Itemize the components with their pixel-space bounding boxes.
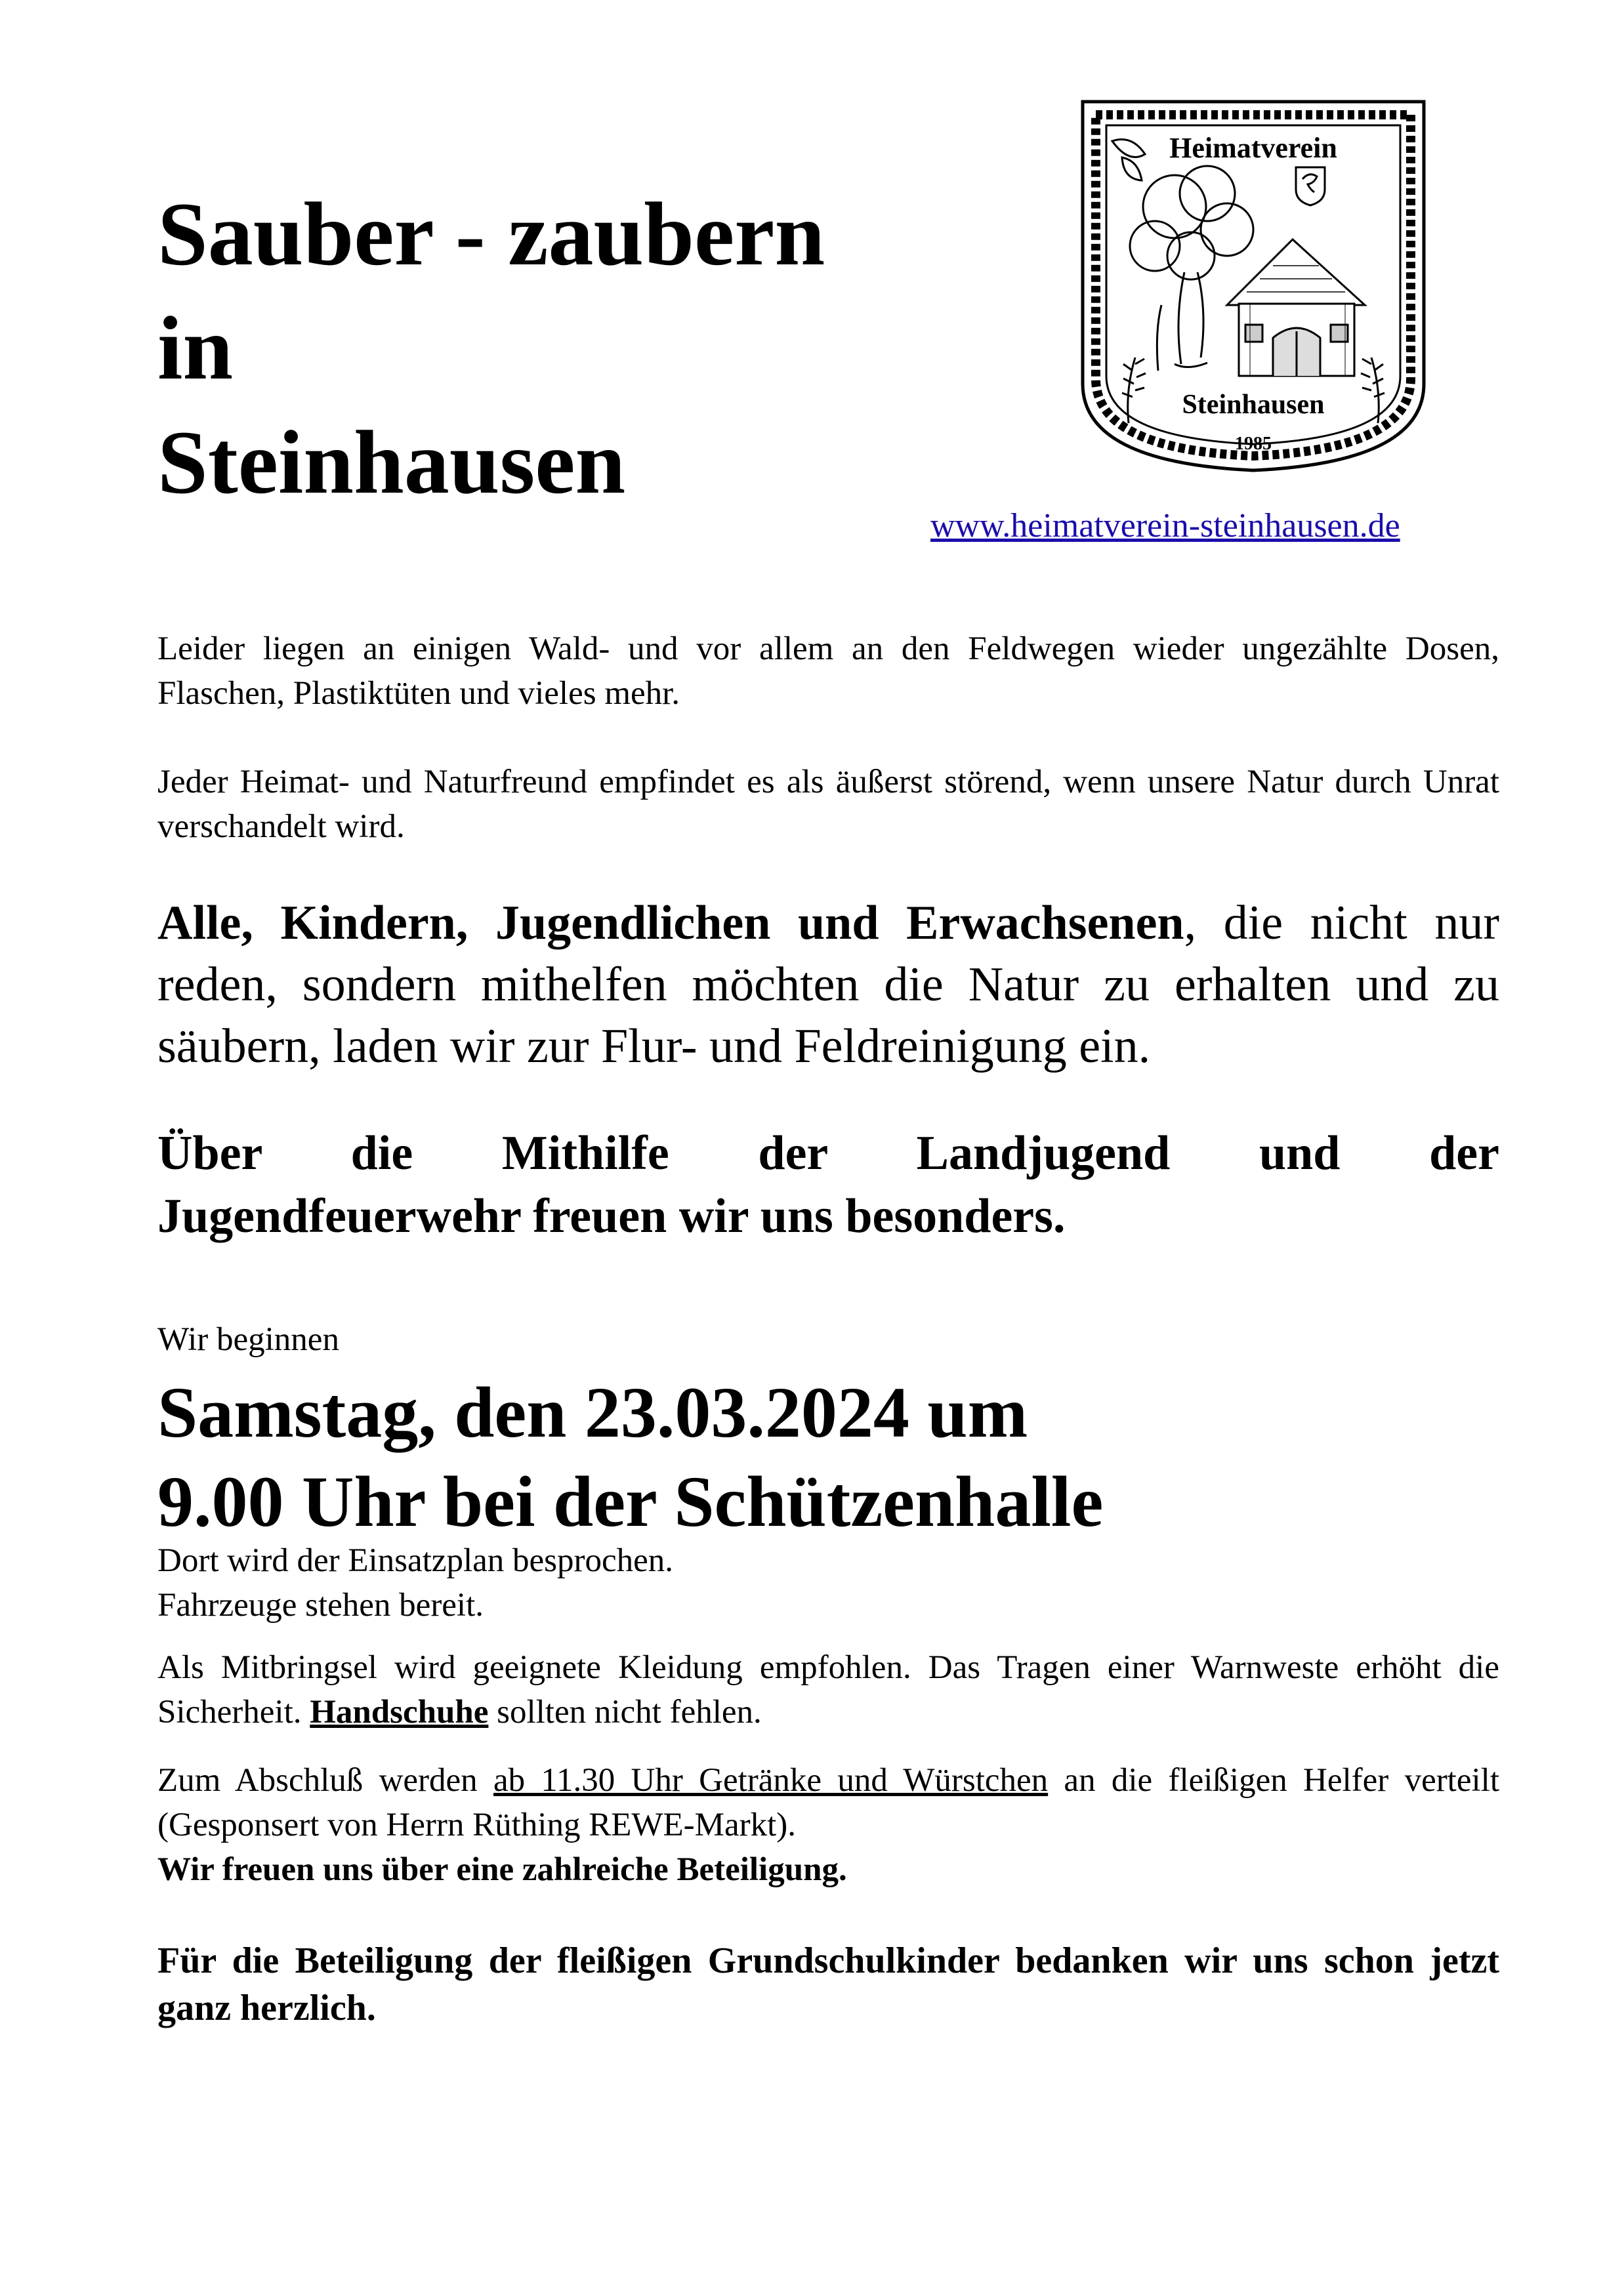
start-intro: Wir beginnen (157, 1321, 339, 1358)
clothing-text-end: sollten nicht fehlen. (488, 1694, 762, 1731)
event-datetime (157, 1368, 1499, 1546)
website-link[interactable]: www.heimatverein-steinhausen.de (930, 507, 1400, 544)
youth-thanks (157, 1122, 1499, 1248)
start-note-1: Dort wird der Einsatzplan besprochen. (157, 1542, 673, 1579)
heimatverein-logo (1076, 95, 1430, 476)
page-title (157, 177, 825, 520)
start-note-2: Fahrzeuge stehen bereit. (157, 1587, 484, 1624)
paragraph-nature: Jeder Heimat- und Naturfreund empfindet es als äußerst störend, wenn unsere Natur durch Unrat verschandelt wird. (157, 764, 1499, 845)
refreshments-note: ab 11.30 Uhr Getränke und Würstchen (493, 1762, 1049, 1799)
clothing-text: Als Mitbringsel wird geeignete Kleidung empfohlen. Das Tragen einer Warnweste erhöht die Sicherheit. (157, 1649, 1499, 1731)
closing-section (157, 1758, 1499, 1892)
invitation-bold: Alle, Kindern, Jugendlichen und Erwachsenen (157, 896, 1184, 950)
closing-text: Zum Abschluß werden (157, 1762, 493, 1799)
event-date: Samstag, den 23.03.2024 um (157, 1372, 1028, 1452)
invitation-rest: , die nicht nur reden, sondern mithelfen möchten die Natur zu erhalten und zu säubern, laden wir zur Flur- und Feldreinigung ein. (157, 896, 1500, 1073)
event-time-location: 9.00 Uhr bei der Schützenhalle (157, 1462, 1104, 1542)
title-line-1: Sauber - zaubern (157, 184, 825, 284)
youth-thanks-line-2: Jugendfeuerwehr freuen wir uns besonders. (157, 1189, 1066, 1243)
clothing-paragraph (157, 1645, 1499, 1734)
closing-text-end: an die fleißigen Helfer verteilt (Gesponsert von Herrn Rüthing REWE-Markt). (157, 1762, 1499, 1843)
logo-year: 1985 (1235, 434, 1272, 454)
gloves-emphasis: Handschuhe (310, 1694, 489, 1731)
logo-top-text: Heimatverein (1169, 132, 1337, 164)
final-thanks: Für die Beteiligung der fleißigen Grundschulkinder bedanken wir uns schon jetzt ganz herzlich. (157, 1940, 1499, 2028)
invitation-paragraph (157, 892, 1499, 1077)
title-line-2: in (157, 298, 234, 398)
youth-thanks-line-1: Über die Mithilfe der Landjugend und der (157, 1126, 1499, 1180)
paragraph-litter: Leider liegen an einigen Wald- und vor allem an den Feldwegen wieder ungezählte Dosen, Flaschen, Plastiktüten und vieles mehr. (157, 630, 1499, 712)
participation-line: Wir freuen uns über eine zahlreiche Beteiligung. (157, 1851, 847, 1888)
logo-bottom-text: Steinhausen (1182, 390, 1325, 420)
title-line-3: Steinhausen (157, 412, 626, 512)
start-notes (157, 1538, 1499, 1628)
